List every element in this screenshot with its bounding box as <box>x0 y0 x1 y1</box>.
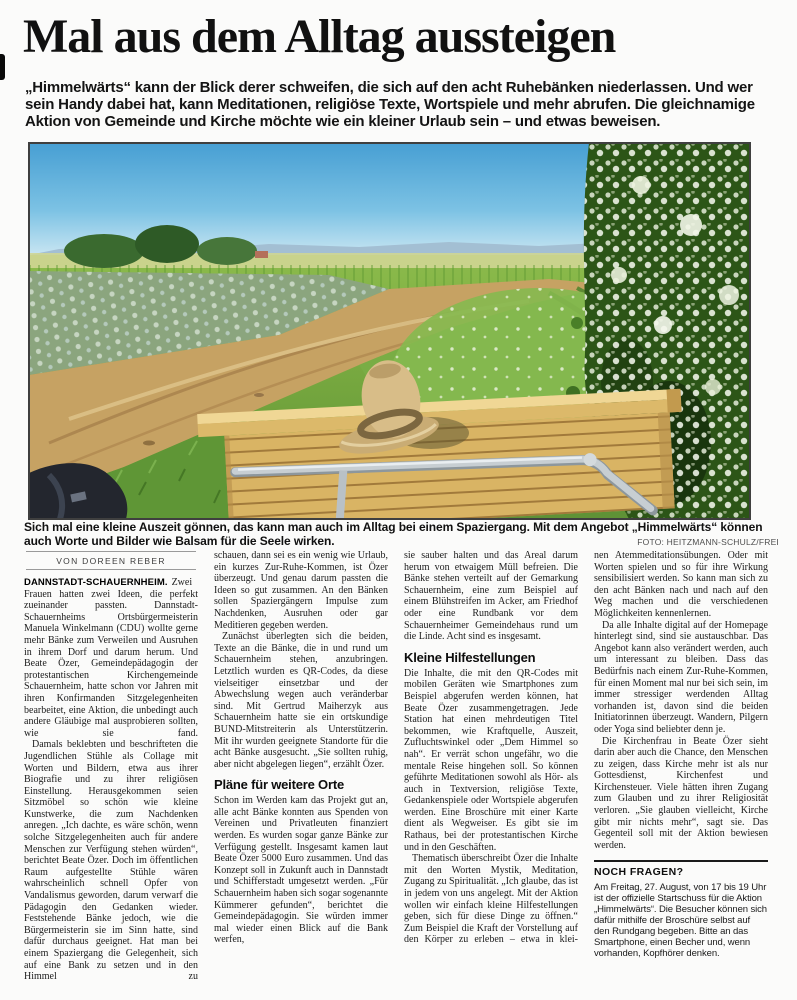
landscape-photo-illustration <box>29 143 750 519</box>
paragraph: Zwei Frauen hatten zwei Ideen, die perfekt zueinander passten. Dannstadt-Schauernheims Ortsbürgermeisterin Manuela Winkelmann (CDU) wollte gerne mehr Bänke zum Verweilen und Ausruhen in ihrem Dorf und darum herum. Und Beate Özer, Gemeindepädagogin der protestantischen Kirchengemeinde Schauernheim, hatte schon vor Jahren mit ihren Konfirmanden Sitzgelegenheiten bearbeitet, eine Aktion, die unbedingt auch andere Gläubige mal ausprobieren sollten, wie sie fand. <box>24 577 198 739</box>
paragraph: schauen, dann sei es ein wenig wie Urlaub, ein kurzes Zur-Ruhe-Kommen, ist Özer überzeugt. Und genau darum passten die Ideen so gut zusammen. An den Bänken sollen Spaziergängern Impulse zum Nachdenken, Ausruhen oder gar Meditieren gegeben werden. <box>214 550 388 631</box>
caption-row <box>24 521 779 548</box>
location-tag: DANNSTADT-SCHAUERNHEIM. <box>24 577 168 588</box>
article-column-3 <box>404 550 578 1000</box>
paragraph: Die Kirchenfrau in Beate Özer sieht darin aber auch die Chance, den Menschen zu zeigen, dass Kirche mehr ist als nur Gottesdienst, Kirchenfest und Kirchensteuer. Viele hätten ihren Zugang zum Glauben und zu ihrer Religiosität verloren. „Sie glauben vielleicht, Kirche gibt mir nichts mehr“, sagt sie. Das Gegenteil soll mit der Aktion bewiesen werden. <box>594 735 768 851</box>
paragraph: Schon im Werden kam das Projekt gut an, alle acht Bänke konnten aus Spenden von Vereinen und Privatleuten finanziert werden. Es wurden sogar ganze Bänke zur Verfügung gestellt. Insgesamt kamen laut Beate Özer 5000 Euro zusammen. Und das Konzept soll in Zukunft auch in Dannstadt und Schifferstadt umgesetzt werden. „Für Schauernheim haben sich sogar sogenannte Kümmerer gefunden“, berichtet die Gemeindepädagogin. Sie würden immer mal wieder einen Blick auf die Bank werfen, <box>214 795 388 946</box>
subhead-help: Kleine Hilfestellungen <box>404 649 536 665</box>
photo-caption: Sich mal eine kleine Auszeit gönnen, das kann man auch im Alltag bei einem Spaziergang. Mit dem Angebot „Himmelwärts“ können auch Worte und Bilder wie Balsam für die Seele wirken. <box>24 520 763 548</box>
infobox <box>594 860 768 959</box>
byline: VON DOREEN REBER <box>26 551 196 570</box>
headline: Mal aus dem Alltag aussteigen <box>23 10 616 63</box>
scan-artifact <box>0 54 5 80</box>
lede: „Himmelwärts“ kann der Blick derer schweifen, die sich auf den acht Ruhebänken niederlassen. Und wer sein Handy dabei hat, kann Meditationen, religiöse Texte, Wortspiele und mehr abrufen. Die gleichnamige Aktion von Gemeinde und Kirche möchte wie ein kleiner Urlaub sein – und etwas beweisen. <box>25 79 755 130</box>
article-body <box>24 550 768 1000</box>
infobox-title: NOCH FRAGEN? <box>594 866 684 879</box>
article-column-1 <box>24 550 198 1000</box>
paragraph: sie sauber halten und das Areal darum herum von etwaigem Müll befreien. Die Bänke stehen verteilt auf der Gemarkung Schauernheim, eine zum Beispiel auf einem Blühstreifen im Acker, am Friedhof oder eine Rundbank vor dem Schauernheimer Gemeindehaus rund um die Linde. Acht sind es insgesamt. <box>404 550 578 643</box>
paragraph: Damals beklebten und beschrifteten die Jugendlichen Stühle als Collage mit Worten und Bildern, etwa aus ihrer Biografie und zu ihrer religiösen Einstellung. Herausgekommen seien Sitzmöbel so schön wie kleine Kunstwerke, die zum Nachdenken anregen. „Ich dachte, es wäre schön, wenn solche Sitzgelegenheiten auch für andere Menschen zur Verfügung stehen würden“, berichtet Beate Özer. Doch im öffentlichen Raum aufgestellte Stühle wären wahrscheinlich schnell Opfer von Vandalismus geworden, darum verwarf die Pädagogin den Gedanken wieder. Feststehende Bänke jedoch, wie die Bürgermeisterin sie im Sinn hatte, sind dafür durchaus geeignet. Hat man bei einem Spaziergang die Gelegenheit, sich auf eine Bank zu setzen und in den Himmel zu <box>24 739 198 983</box>
article-column-4 <box>594 550 768 1000</box>
infobox-body: Am Freitag, 27. August, von 17 bis 19 Uhr ist der offizielle Startschuss für die Aktion „Himmelwärts“. Die Besucher können sich dafür mithilfe der Broschüre selbst auf den Rundgang begeben. Bitte an das Smartphone, einen Becher und, wenn vorhanden, Kopfhörer denken. <box>594 882 767 960</box>
article-photo <box>28 142 751 520</box>
paragraph: Thematisch überschreibt Özer die Inhalte mit den Worten Mystik, Meditation, Zugang zu Spiritualität. „Ich glaube, das ist in jedem von uns angelegt. Mit der Aktion wollen wir einfach kleine Hilfestellungen geben, sich für diese Dinge zu öffnen.“ Zum Beispiel die Kraft der Vorstellung auf den Körper zu erleben – etwa in klei- <box>404 853 578 946</box>
photo-credit: FOTO: HEITZMANN-SCHULZ/FREI <box>637 537 779 547</box>
paragraph: Da alle Inhalte digital auf der Homepage hinterlegt sind, sind sie austauschbar. Das Angebot kann also verändert werden, auch um interessant zu bleiben. Dass das Bedürfnis nach einem Zur-Ruhe-Kommen, für einen Moment mal nur bei sich sein, im immer stressiger werdenden Alltag vorhanden ist, davon sind die beiden Initiatorinnen überzeugt. Wandern, Pilgern oder Yoga sind beliebter denn je. <box>594 619 768 735</box>
paragraph: Zunächst überlegten sich die beiden, Texte an die Bänke, die in und rund um Schauernheim stehen, anzubringen. Letztlich wurden es QR-Codes, da diese vielseitiger einsetzbar und der Abwechslung wegen auch veränderbar sind. Mit Gertrud Maiherzyk aus Schauernheim hatte sie ein ortskundige BUND-Mitstreiterin als Unterstützerin. Mit ihr wurden geeignete Standorte für die acht Bänke ausgesucht. „Sie sollten ruhig, aber nicht abgelegen liegen“, erzählt Özer. <box>214 631 388 770</box>
paragraph: nen Atemmeditationsübungen. Oder mit Worten spielen und so für ihre Wirkung sensibilisiert werden. So kann man sich zu den acht Bänken nach und nach auf den Weg machen und die verschiedenen Möglichkeiten kennenlernen. <box>594 550 768 619</box>
article-column-2 <box>214 550 388 1000</box>
subhead-plans: Pläne für weitere Orte <box>214 777 344 793</box>
paragraph: Die Inhalte, die mit den QR-Codes mit mobilen Geräten wie Smartphones zum Beispiel abgerufen werden können, hat Beate Özer zusammengetragen. Jede Station hat einen mehrdeutigen Titel bekommen, wie Kraftquelle, Auszeit, Zufluchtswinkel oder „Dem Himmel so nah“. Er verrät schon ungefähr, wo die mentale Reise hingehen soll. So können geführte Meditationen sowohl als Hör- als auch in Textversion, religiöse Texte, Gedankenspiele oder Wortspiele abgerufen werden. Eine Broschüre mit einer Karte dient als Wegweiser. Es gibt sie im Rathaus, bei der protestantischen Kirche und in den Geschäften. <box>404 667 578 853</box>
